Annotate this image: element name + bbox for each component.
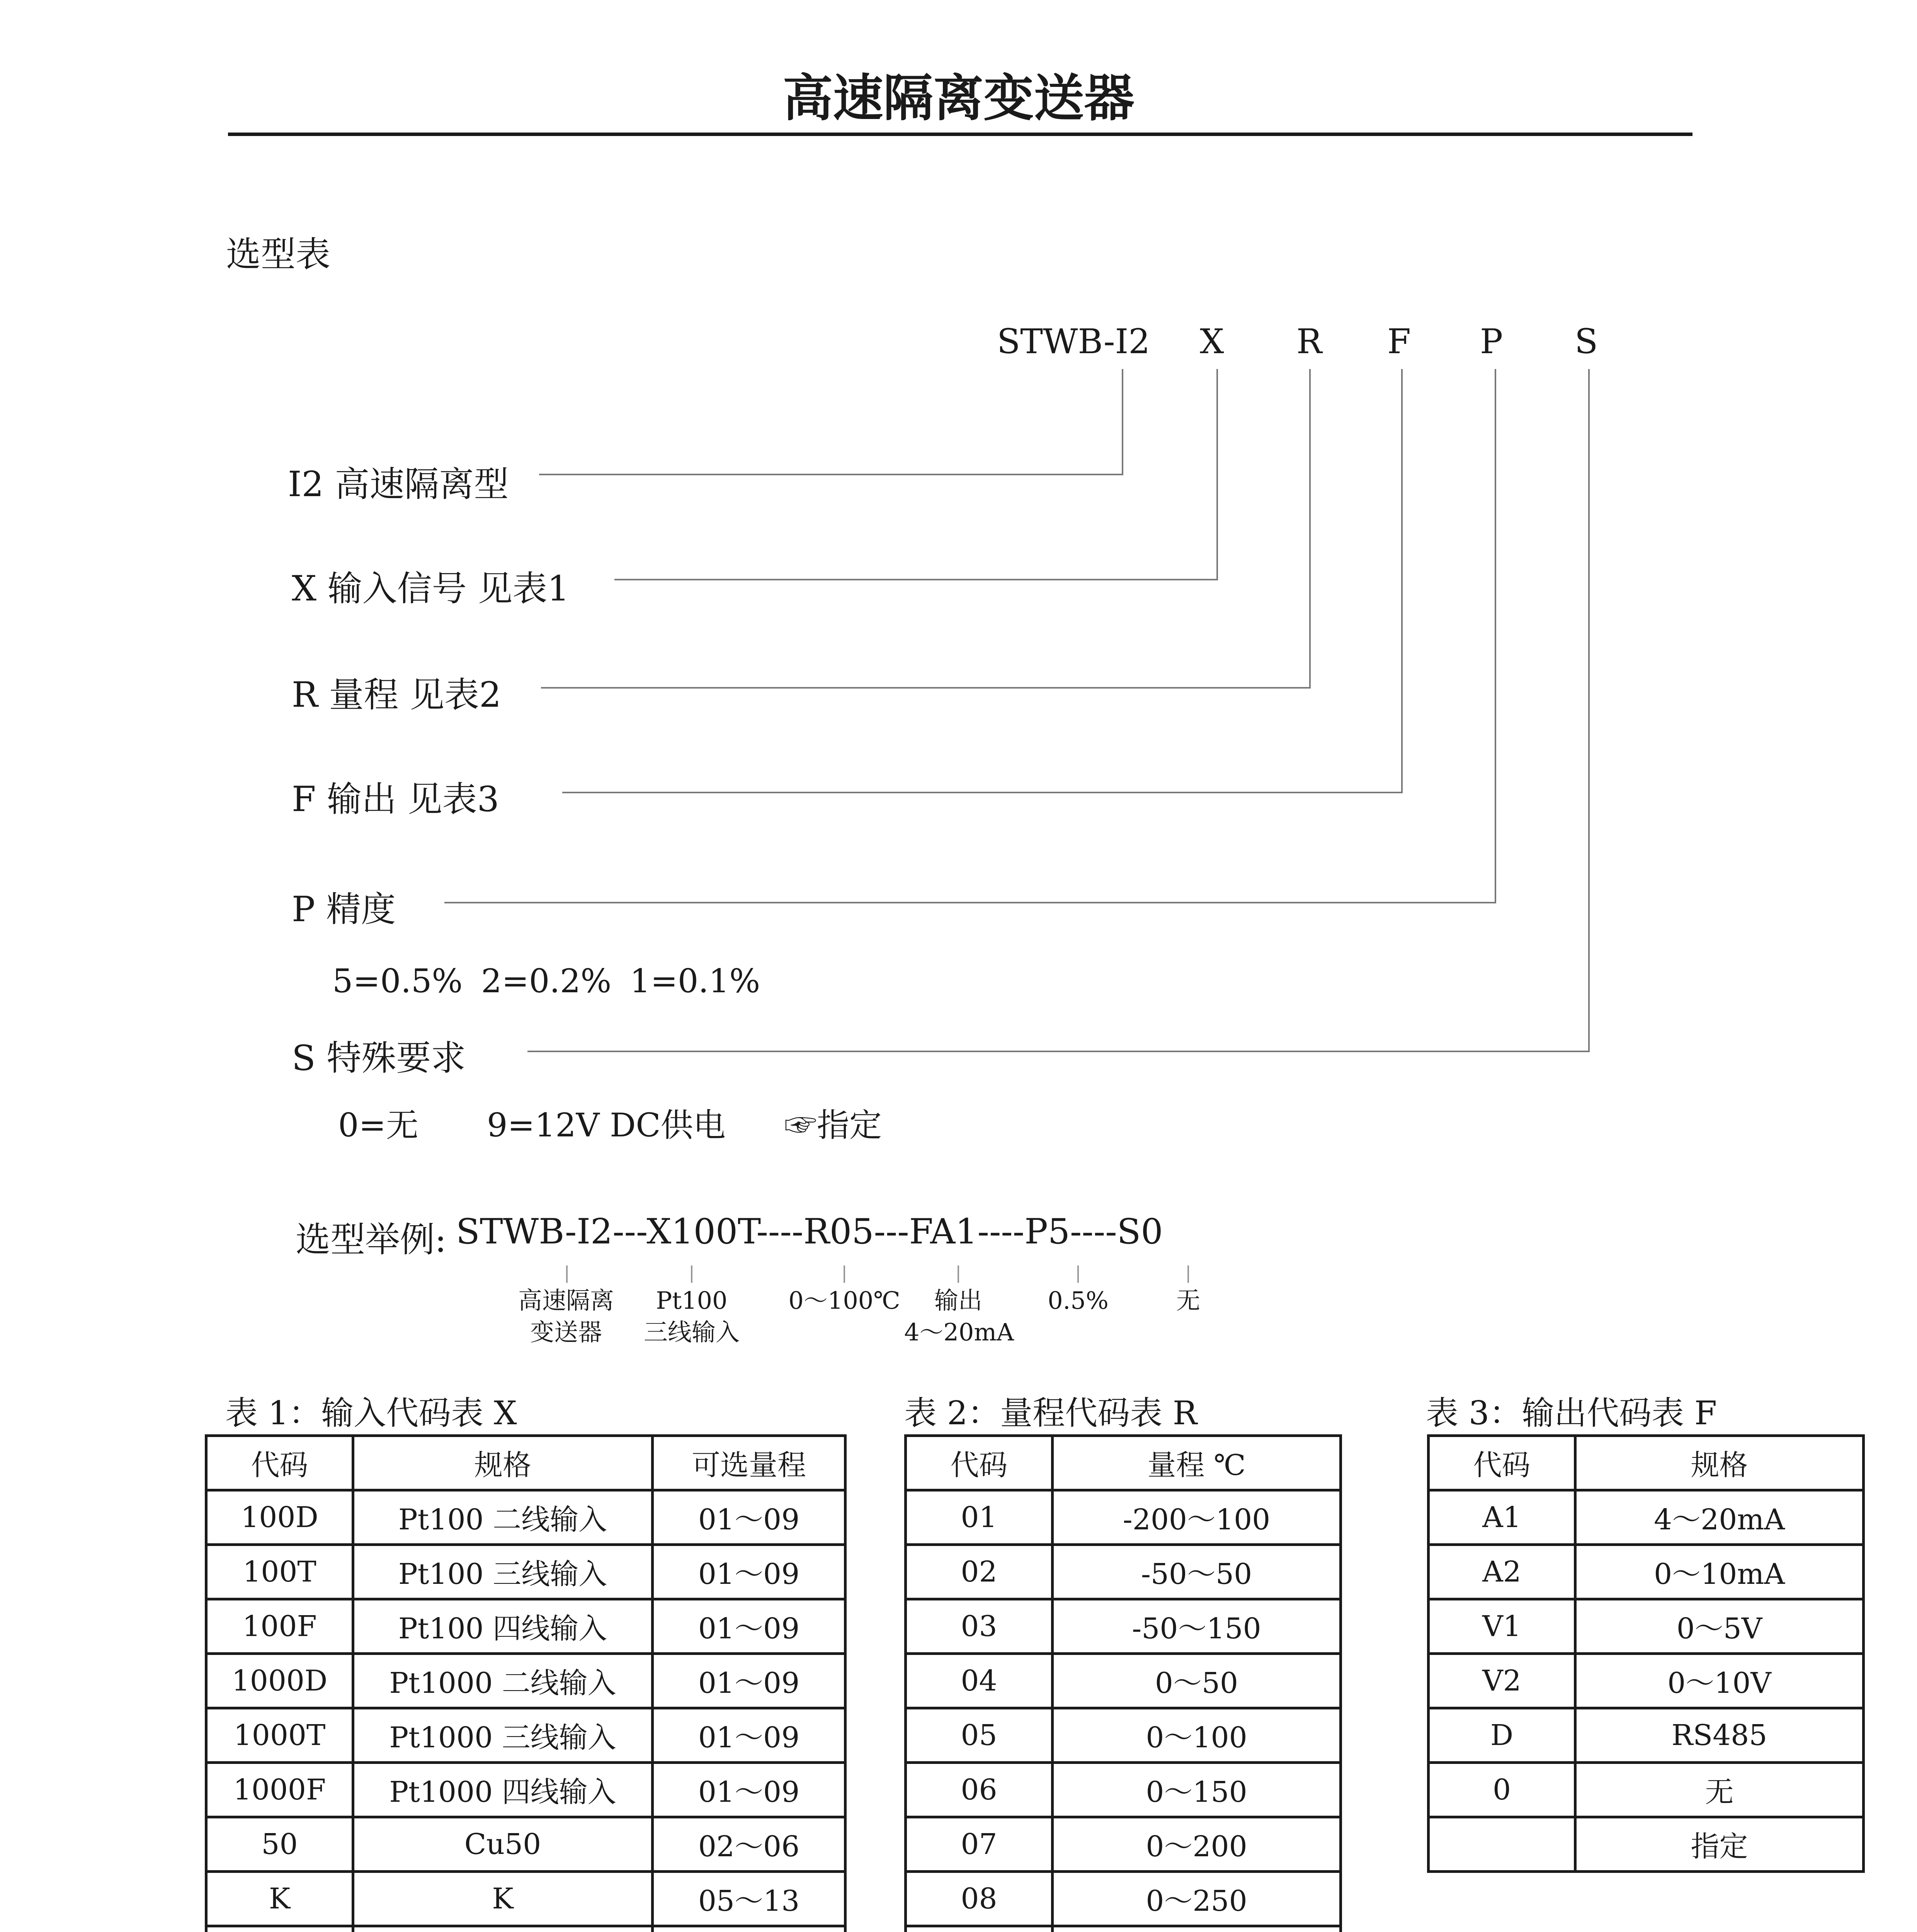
precision-option-1: 1=0.1%: [630, 962, 760, 1000]
table-cell: 0～50: [1053, 1654, 1341, 1708]
table-header-row: [906, 1436, 1341, 1490]
table-cell: 指定: [1575, 1817, 1864, 1872]
table-row: [206, 1654, 845, 1708]
table-cell: 01～09: [653, 1599, 845, 1654]
connector-r-horizontal: [541, 687, 1311, 689]
example-tick-3: [844, 1265, 845, 1283]
table-cell: 0～5V: [1575, 1599, 1864, 1654]
table-header-cell: 代码: [1429, 1436, 1575, 1490]
table-row: [906, 1872, 1341, 1926]
table-cell: -50～50: [1053, 1545, 1341, 1599]
connector-f-horizontal: [562, 792, 1403, 793]
example-note-2: Pt100 三线输入: [643, 1286, 740, 1346]
example-note-6: 无: [1176, 1286, 1200, 1315]
input-code-table-body: [206, 1436, 845, 1932]
model-code-x: X: [1200, 321, 1224, 361]
input-code-table: [205, 1434, 847, 1932]
table-cell: 01～09: [653, 1763, 845, 1817]
table-cell: 0～10V: [1575, 1654, 1864, 1708]
table-cell: 01～09: [653, 1708, 845, 1763]
output-code-table-body: [1429, 1436, 1864, 1872]
table-row: [206, 1926, 845, 1932]
table-cell: 06: [906, 1763, 1053, 1817]
legend-i2: I2 高速隔离型: [288, 464, 509, 505]
example-note-4: 输出 4～20mA: [904, 1286, 1014, 1346]
table-row: [1429, 1817, 1864, 1872]
table-row: [1429, 1708, 1864, 1763]
table-cell: 01～09: [653, 1545, 845, 1599]
table-header-cell: 规格: [353, 1436, 653, 1490]
table-row: [206, 1763, 845, 1817]
table-cell: 08: [906, 1872, 1053, 1926]
table-row: [906, 1708, 1341, 1763]
legend-f: F 输出 见表3: [292, 779, 499, 820]
legend-p: P 精度: [292, 889, 396, 930]
example-tick-4: [958, 1265, 959, 1283]
table-row: [206, 1708, 845, 1763]
table-cell: [906, 1926, 1053, 1932]
example-note-1: 高速隔离 变送器: [518, 1286, 614, 1346]
table-cell: -200～100: [1053, 1490, 1341, 1545]
table-cell: 100T: [206, 1545, 353, 1599]
table-cell: 无: [1575, 1763, 1864, 1817]
page-title: 高速隔离变送器: [782, 69, 1135, 128]
table-cell: 03: [906, 1599, 1053, 1654]
table1-caption: 表 1：输入代码表 X: [225, 1394, 517, 1432]
table-cell: 0～10mA: [1575, 1545, 1864, 1599]
table3-caption: 表 3：输出代码表 F: [1426, 1394, 1717, 1432]
example-tick-1: [566, 1265, 568, 1283]
table2-caption: 表 2：量程代码表 R: [904, 1394, 1197, 1432]
example-tick-6: [1187, 1265, 1189, 1283]
table-cell: 0: [1429, 1763, 1575, 1817]
table-cell: 0～250: [1053, 1872, 1341, 1926]
table-cell: Pt1000 四线输入: [353, 1763, 653, 1817]
special-custom-label: 指定: [817, 1106, 882, 1144]
connector-r-vertical: [1309, 369, 1311, 689]
model-code-r: R: [1296, 321, 1322, 361]
table-header-row: [206, 1436, 845, 1490]
pointing-hand-icon: ☞: [784, 1106, 817, 1144]
table-header-cell: 代码: [906, 1436, 1053, 1490]
connector-s-vertical: [1588, 369, 1590, 1052]
table-cell: Pt100 三线输入: [353, 1545, 653, 1599]
connector-i2-vertical: [1122, 369, 1123, 475]
table-cell: 0～200: [1053, 1817, 1341, 1872]
connector-p-vertical: [1495, 369, 1496, 903]
table-cell: [206, 1926, 353, 1932]
table-cell: 0～150: [1053, 1763, 1341, 1817]
table-row: [206, 1545, 845, 1599]
example-note-5: 0.5%: [1048, 1286, 1109, 1315]
model-prefix: STWB-I2: [997, 321, 1150, 361]
table-cell: -50～150: [1053, 1599, 1341, 1654]
table-cell: 01: [906, 1490, 1053, 1545]
table-row: [906, 1545, 1341, 1599]
table-row: [1429, 1599, 1864, 1654]
table-row: [206, 1599, 845, 1654]
table-row: [1429, 1545, 1864, 1599]
example-code: STWB-I2---X100T----R05---FA1----P5----S0: [456, 1211, 1163, 1252]
table-row: [1429, 1490, 1864, 1545]
table-cell: 05～13: [653, 1872, 845, 1926]
table-header-row: [1429, 1436, 1864, 1490]
table-cell: Pt100 二线输入: [353, 1490, 653, 1545]
range-code-table: [904, 1434, 1342, 1932]
table-cell: 07: [906, 1817, 1053, 1872]
table-row: [206, 1490, 845, 1545]
table-cell: A1: [1429, 1490, 1575, 1545]
table-header-cell: 代码: [206, 1436, 353, 1490]
table-cell: K: [353, 1872, 653, 1926]
table-cell: [353, 1926, 653, 1932]
table-cell: 1000D: [206, 1654, 353, 1708]
table-cell: 02: [906, 1545, 1053, 1599]
table-cell: 1000F: [206, 1763, 353, 1817]
connector-s-horizontal: [527, 1051, 1590, 1052]
model-code-p: P: [1480, 321, 1503, 361]
table-row: [206, 1872, 845, 1926]
table-header-cell: 量程 ℃: [1053, 1436, 1341, 1490]
table-cell: 1000T: [206, 1708, 353, 1763]
table-cell: K: [206, 1872, 353, 1926]
table-cell: 01～09: [653, 1654, 845, 1708]
table-cell: [1429, 1817, 1575, 1872]
table-row: [1429, 1763, 1864, 1817]
connector-p-horizontal: [444, 902, 1496, 903]
legend-x: X 输入信号 见表1: [292, 568, 570, 609]
table-cell: RS485: [1575, 1708, 1864, 1763]
table-row: [906, 1817, 1341, 1872]
table-row: [906, 1926, 1341, 1932]
table-row: [906, 1763, 1341, 1817]
table-row: [906, 1654, 1341, 1708]
title-rule: [228, 133, 1692, 136]
table-cell: 4～20mA: [1575, 1490, 1864, 1545]
connector-x-vertical: [1216, 369, 1218, 580]
legend-r: R 量程 见表2: [292, 675, 502, 715]
precision-option-5: 5=0.5%: [332, 962, 463, 1000]
table-cell: 50: [206, 1817, 353, 1872]
table-cell: 05: [906, 1708, 1053, 1763]
table-cell: Cu50: [353, 1817, 653, 1872]
special-option-custom: [784, 1099, 882, 1146]
example-tick-2: [691, 1265, 692, 1283]
table-cell: A2: [1429, 1545, 1575, 1599]
precision-option-2: 2=0.2%: [481, 962, 612, 1000]
table-cell: 0～100: [1053, 1708, 1341, 1763]
table-cell: Pt100 四线输入: [353, 1599, 653, 1654]
special-option-9: 9=12V DC供电: [487, 1106, 726, 1144]
table-row: [906, 1599, 1341, 1654]
range-code-table-body: [906, 1436, 1341, 1932]
table-cell: [653, 1926, 845, 1932]
legend-s: S 特殊要求: [292, 1038, 466, 1078]
model-code-f: F: [1387, 321, 1411, 361]
table-cell: Pt1000 三线输入: [353, 1708, 653, 1763]
table-cell: 02～06: [653, 1817, 845, 1872]
table-row: [906, 1490, 1341, 1545]
connector-x-horizontal: [614, 579, 1218, 580]
table-header-cell: 规格: [1575, 1436, 1864, 1490]
table-row: [1429, 1654, 1864, 1708]
table-cell: 100D: [206, 1490, 353, 1545]
table-cell: 100F: [206, 1599, 353, 1654]
model-code-s: S: [1575, 321, 1598, 361]
example-tick-5: [1077, 1265, 1079, 1283]
special-option-0: 0=无: [338, 1106, 418, 1144]
section-title: 选型表: [226, 234, 330, 275]
table-cell: V1: [1429, 1599, 1575, 1654]
example-label: 选型举例:: [296, 1219, 447, 1260]
table-cell: D: [1429, 1708, 1575, 1763]
connector-f-vertical: [1401, 369, 1403, 793]
output-code-table: [1427, 1434, 1865, 1873]
table-cell: 01～09: [653, 1490, 845, 1545]
table-cell: Pt1000 二线输入: [353, 1654, 653, 1708]
table-cell: [1053, 1926, 1341, 1932]
table-cell: 04: [906, 1654, 1053, 1708]
table-header-cell: 可选量程: [653, 1436, 845, 1490]
connector-i2-horizontal: [539, 474, 1123, 475]
table-cell: V2: [1429, 1654, 1575, 1708]
table-row: [206, 1817, 845, 1872]
example-note-3: 0～100℃: [788, 1286, 900, 1315]
